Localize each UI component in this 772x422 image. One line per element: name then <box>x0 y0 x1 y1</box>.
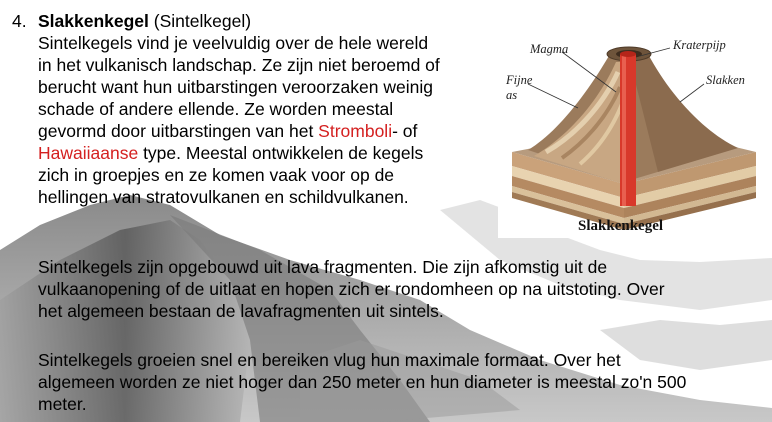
paragraph3-line1: Sintelkegels groeien snel en bereiken vlug hun maximale formaat. Over het <box>38 350 621 370</box>
section-heading <box>38 10 440 32</box>
cinder-cone-diagram <box>498 32 766 238</box>
paragraph-intro <box>38 10 440 208</box>
paragraph2-line1: Sintelkegels zijn opgebouwd uit lava fragmenten. Die zijn afkomstig uit de <box>38 257 608 277</box>
paragraph1-line8: hellingen van stratovulkanen en schildvulkanen. <box>38 187 409 207</box>
paragraph3-line2: algemeen worden ze niet hoger dan 250 meter en hun diameter is meestal zo'n 500 <box>38 372 687 392</box>
paragraph1-line5 <box>38 120 440 142</box>
section-title-rest: (Sintelkegel) <box>148 11 252 31</box>
paragraph3-line3: meter. <box>38 394 87 414</box>
paragraph1-line4: schade of andere ellende. Ze worden meestal <box>38 99 394 119</box>
label-fijne: Fijne <box>506 73 533 87</box>
paragraph1-line7: zich in groepjes en ze komen vaak voor op de <box>38 165 395 185</box>
label-slakken: Slakken <box>706 73 745 87</box>
label-kraterpijp: Kraterpijp <box>673 38 726 52</box>
paragraph1-line1: Sintelkegels vind je veelvuldig over de hele wereld <box>38 33 429 53</box>
label-magma: Magma <box>530 42 569 56</box>
paragraph2-line3: het algemeen bestaan de lavafragmenten uit sintels. <box>38 301 444 321</box>
paragraph1-line5-pre: gevormd door uitbarstingen van het <box>38 121 319 141</box>
paragraph-growth <box>38 349 686 415</box>
paragraph-structure <box>38 256 665 322</box>
paragraph1-line2: in het vulkanisch landschap. Ze zijn niet beroemd of <box>38 55 440 75</box>
paragraph2-line2: vulkaanopening of de uitlaat en hopen zich er rondomheen op na uitstoting. Over <box>38 279 665 299</box>
label-as: as <box>506 88 518 102</box>
paragraph1-line6 <box>38 142 440 164</box>
stromboli-link[interactable]: Stromboli <box>318 121 393 141</box>
section-number: 4. <box>12 11 27 31</box>
paragraph1-line6-post: type. Meestal ontwikkelen de kegels <box>138 143 424 163</box>
hawaiiaanse-link[interactable]: Hawaiiaanse <box>38 143 139 163</box>
diagram-caption: Slakkenkegel <box>578 218 664 234</box>
paragraph1-line5-post: - of <box>392 121 418 141</box>
section-title-bold: Slakkenkegel <box>38 11 149 31</box>
paragraph1-line3: berucht want hun uitbarstingen veroorzaken weinig <box>38 77 433 97</box>
